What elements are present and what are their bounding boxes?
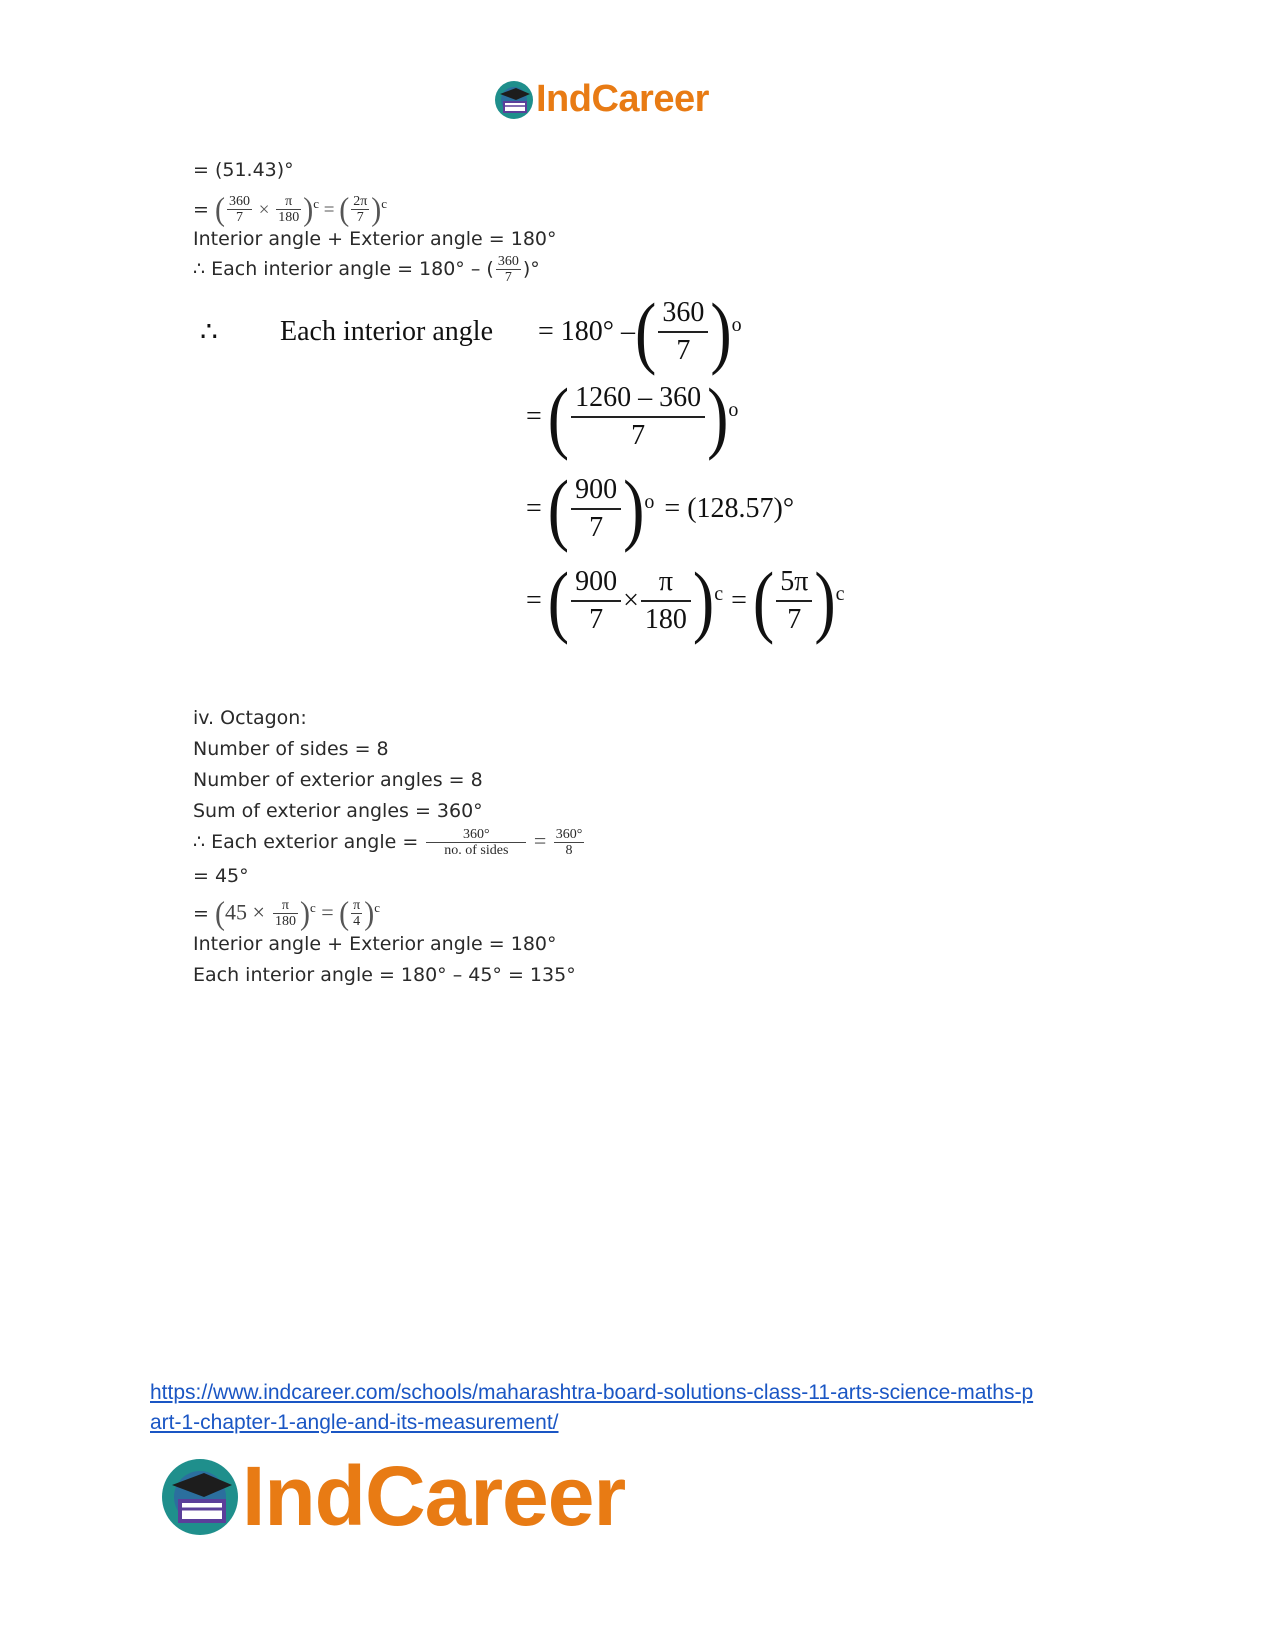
- footer-logo-text: IndCareer: [242, 1449, 626, 1543]
- graduation-book-icon: [160, 1457, 240, 1537]
- source-link-line-2[interactable]: art-1-chapter-1-angle-and-its-measurement/: [150, 1411, 559, 1434]
- line-51-43: = (51.43)°: [193, 159, 294, 181]
- octagon-sides: Number of sides = 8: [193, 738, 389, 760]
- octagon-exterior-count: Number of exterior angles = 8: [193, 769, 483, 791]
- octagon-exterior-sum: Sum of exterior angles = 360°: [193, 800, 483, 822]
- graduation-book-icon: [494, 80, 534, 120]
- math-row-4: = ( $\frac{900}{7}$ × $\frac{\pi}{180}$ ) c = ( $\frac{5\pi}{7}$ ) c: [526, 556, 845, 645]
- octagon-45: = 45°: [193, 865, 249, 887]
- footer-logo: [160, 1448, 625, 1545]
- line-radian-conversion: = ( $\frac{360}{7}$ × $\frac{\pi}{180}$ )$^c$ = ( $\frac{2\pi}{7}$ )$^c$: [193, 191, 388, 228]
- source-link-line-1[interactable]: https://www.indcareer.com/schools/maharashtra-board-solutions-class-11-arts-science-maths-p: [150, 1381, 1034, 1404]
- header-logo-text: IndCareer: [536, 78, 709, 120]
- header-logo: [494, 78, 709, 121]
- line-each-interior: ∴ Each interior angle = 180° – ( $\frac{360}{7}$ )°: [193, 254, 540, 285]
- octagon-each-exterior: ∴ Each exterior angle = $\frac{360^\circ}{\text{no. of sides}}$ = $\frac{360^\circ}{8}$: [193, 827, 583, 858]
- math-row-3: = ( $\frac{900}{7}$ ) o = (128.57)°: [526, 464, 795, 553]
- math-row-2: = ( $\frac{1260 - 360}{7}$ ) o: [526, 372, 739, 461]
- octagon-radian: = (45 × $\frac{\pi}{180}$ )$^c$ = ( $\frac{\pi}{4}$ )$^c$: [193, 895, 380, 932]
- octagon-interior-exterior: Interior angle + Exterior angle = 180°: [193, 933, 557, 955]
- math-row-1: ∴ Each interior angle = 180° – ( $\frac{360}{7}$ ) o: [200, 287, 742, 376]
- math-image-block: [200, 287, 742, 376]
- octagon-each-interior: Each interior angle = 180° – 45° = 135°: [193, 964, 576, 986]
- octagon-title: iv. Octagon:: [193, 707, 307, 729]
- line-interior-exterior-1: Interior angle + Exterior angle = 180°: [193, 228, 557, 250]
